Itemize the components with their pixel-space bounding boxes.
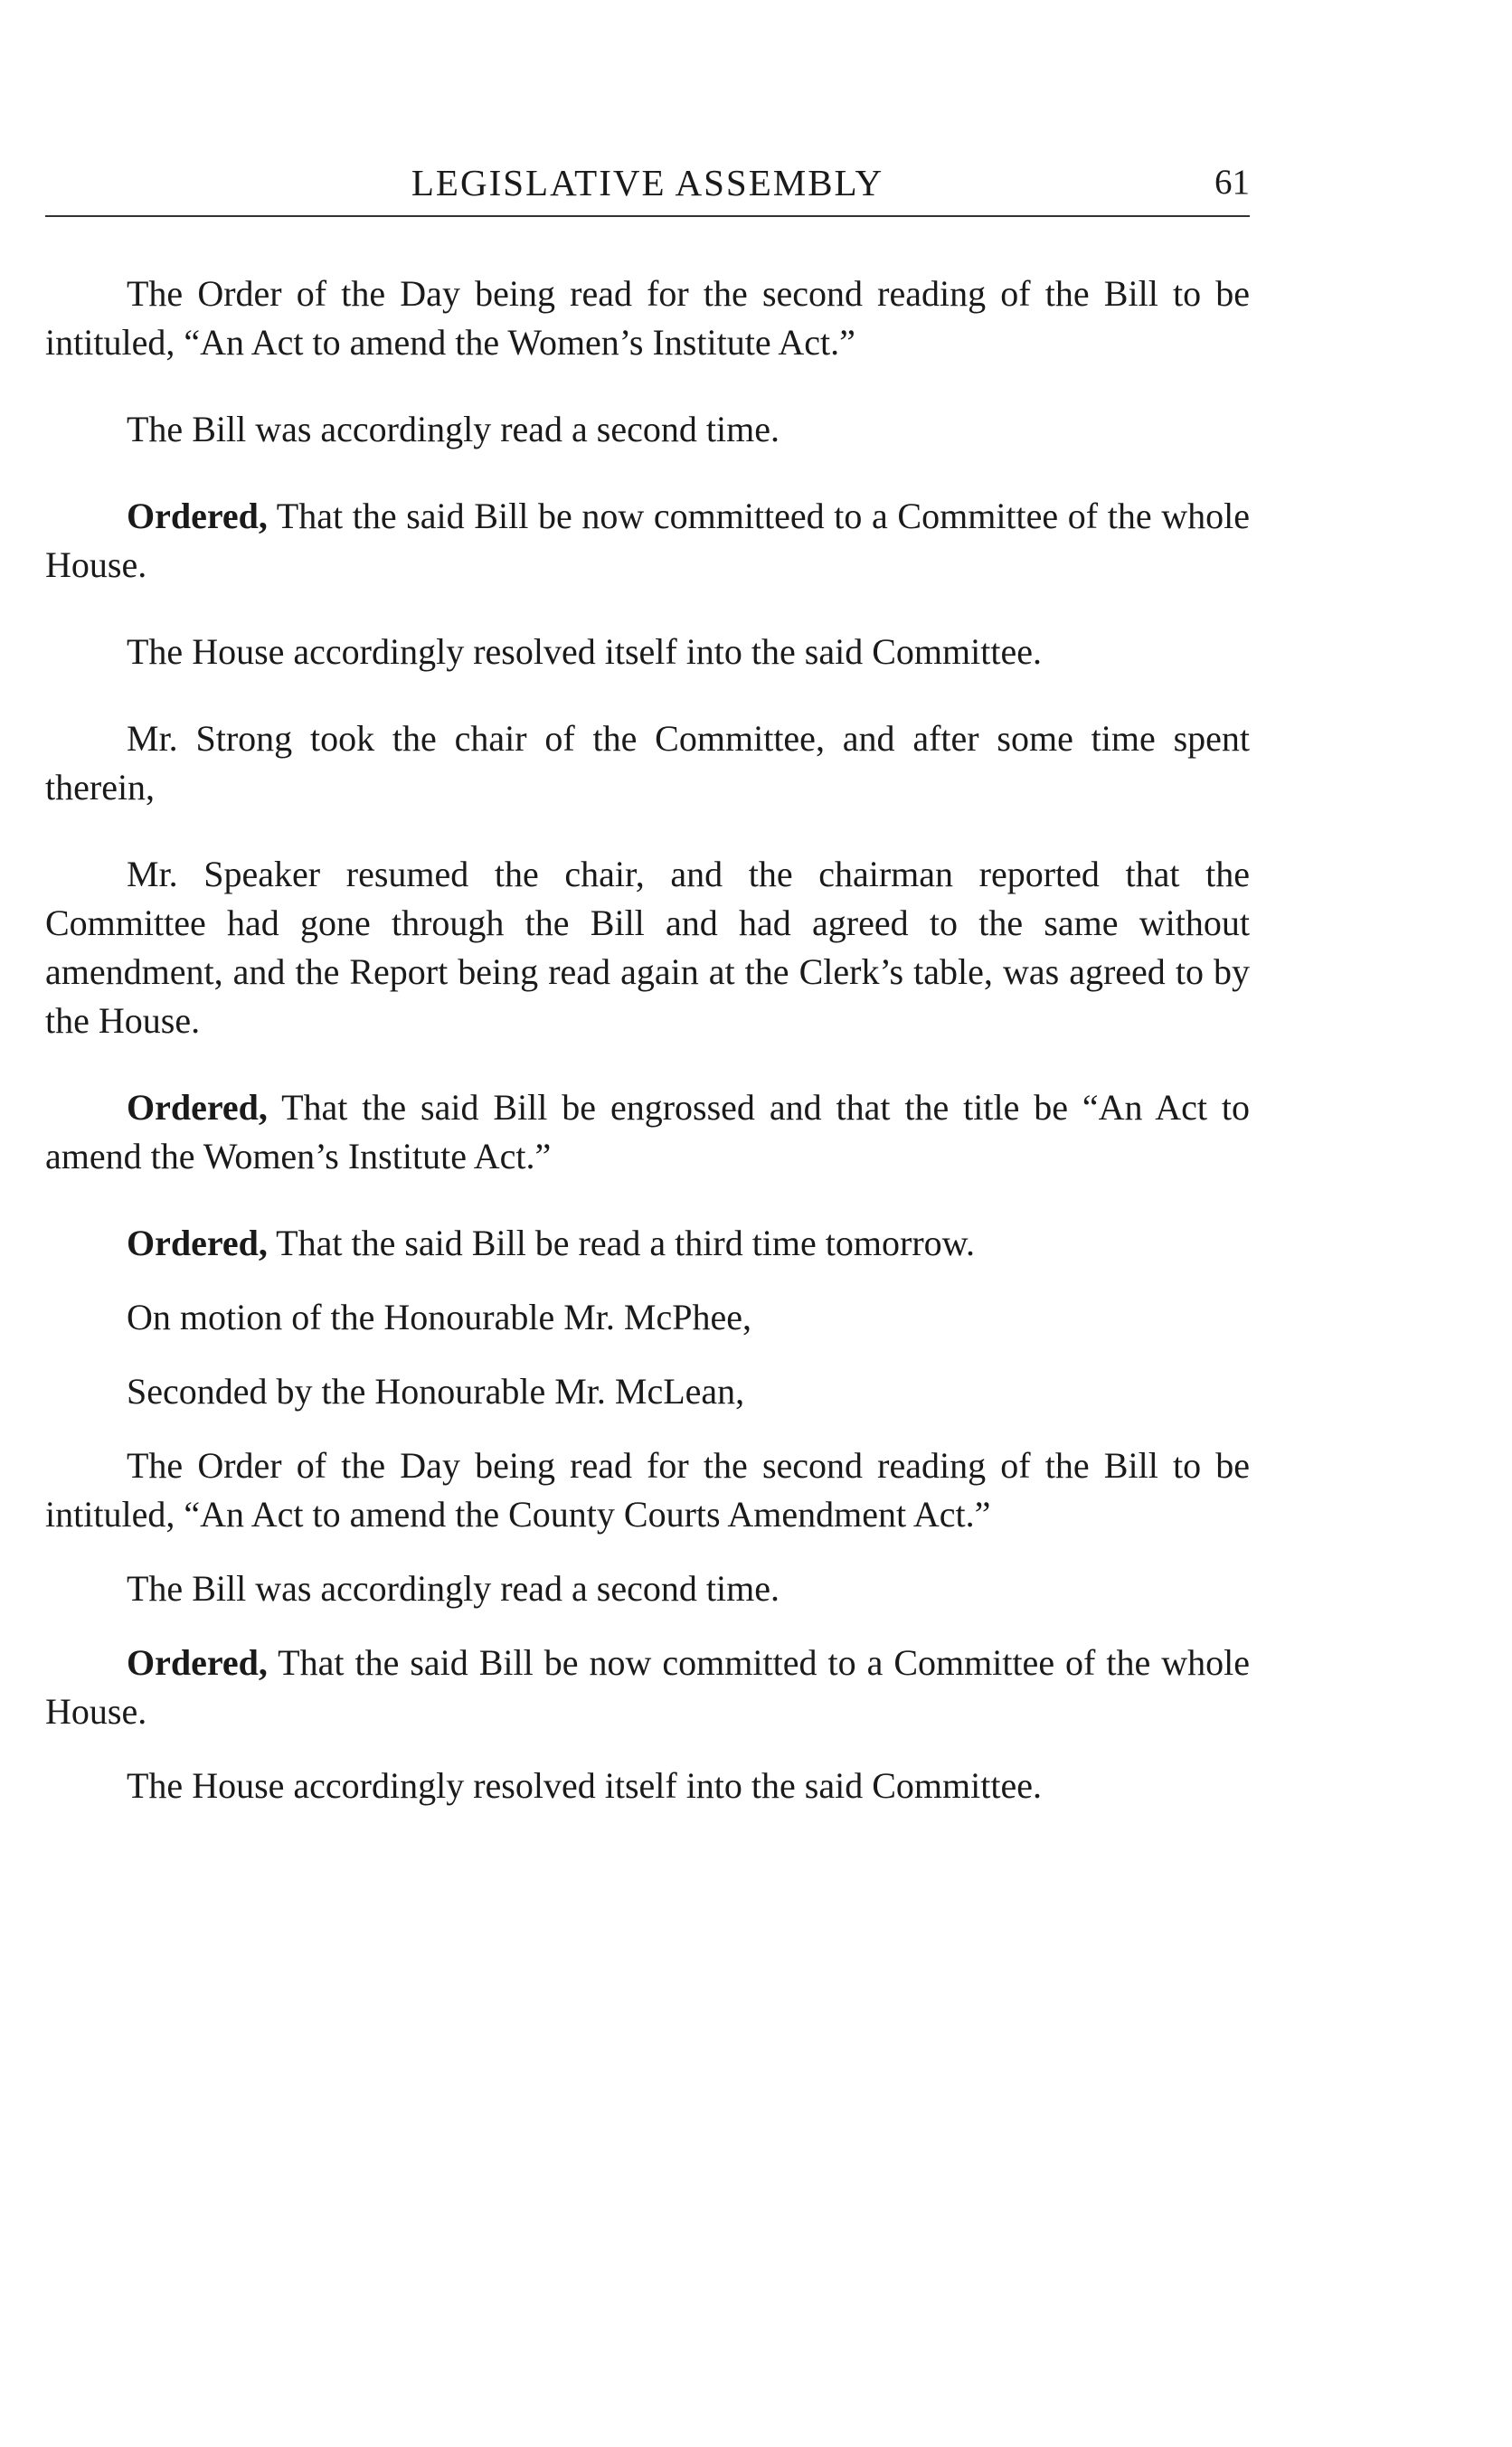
paragraph-lead: Ordered, (127, 1087, 268, 1128)
body-text (45, 269, 1250, 1810)
paragraph-motion (45, 1293, 1250, 1342)
paragraph-text: The Order of the Day being read for the second reading of the Bill to be intituled, “An Act to amend the County Courts Amendment Act.” (45, 1445, 1250, 1535)
paragraph-seconded (45, 1367, 1250, 1416)
paragraph-lead: Ordered, (127, 496, 268, 536)
paragraph-second-reading-2 (45, 1564, 1250, 1613)
page-number: 61 (1214, 163, 1250, 202)
paragraph-text: On motion of the Honourable Mr. McPhee, (127, 1297, 751, 1337)
paragraph-text: The House accordingly resolved itself into the said Committee. (127, 631, 1042, 672)
header-rule (45, 215, 1250, 217)
paragraph-order-of-day-1 (45, 269, 1250, 367)
paragraph-resolved-1 (45, 628, 1250, 676)
paragraph-text: That the said Bill be now committed to a Committee of the whole House. (45, 1642, 1250, 1732)
paragraph-report (45, 850, 1250, 1045)
paragraph-lead: Ordered, (127, 1642, 268, 1683)
paragraph-ordered-committee-2 (45, 1639, 1250, 1736)
paragraph-text: Mr. Speaker resumed the chair, and the chairman reported that the Committee had gone through the Bill and had agreed to the same without amendment, and the Report being read again at the Clerk’s table, was agreed to by the House. (45, 854, 1250, 1041)
paragraph-chair (45, 714, 1250, 812)
paragraph-lead: Ordered, (127, 1223, 268, 1263)
paragraph-ordered-committee-1 (45, 492, 1250, 590)
paragraph-second-reading-1 (45, 405, 1250, 454)
paragraph-text: That the said Bill be read a third time tomorrow. (267, 1223, 975, 1263)
paragraph-text: The Bill was accordingly read a second time. (127, 1568, 780, 1609)
paragraph-text: The House accordingly resolved itself into the said Committee. (127, 1765, 1042, 1806)
paragraph-order-of-day-2 (45, 1441, 1250, 1539)
paragraph-ordered-third-reading (45, 1219, 1250, 1268)
paragraph-resolved-2 (45, 1762, 1250, 1810)
book-page (45, 0, 1250, 2447)
paragraph-ordered-engrossed (45, 1083, 1250, 1181)
running-head (45, 156, 1250, 210)
running-head-title: LEGISLATIVE ASSEMBLY (411, 162, 884, 203)
paragraph-text: That the said Bill be engrossed and that the title be “An Act to amend the Women’s Institute Act.” (45, 1087, 1250, 1176)
paragraph-text: The Bill was accordingly read a second time. (127, 409, 780, 449)
paragraph-text: That the said Bill be now committeed to a Committee of the whole House. (45, 496, 1250, 585)
paragraph-text: Mr. Strong took the chair of the Committee, and after some time spent therein, (45, 718, 1250, 808)
paragraph-text: Seconded by the Honourable Mr. McLean, (127, 1371, 745, 1412)
paragraph-text: The Order of the Day being read for the second reading of the Bill to be intituled, “An Act to amend the Women’s Institute Act.” (45, 273, 1250, 363)
